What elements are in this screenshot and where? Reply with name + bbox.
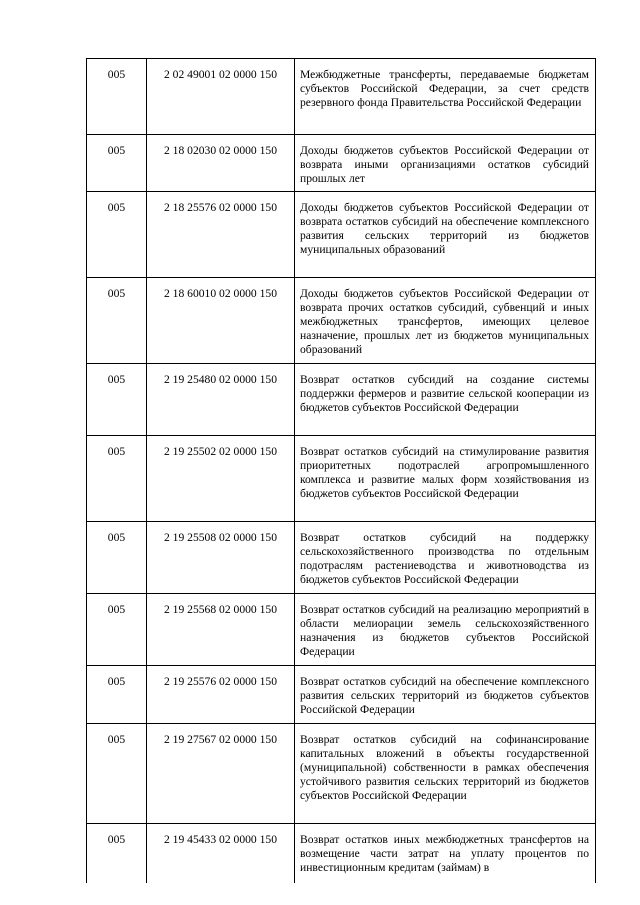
admin-code-cell: 005: [87, 823, 147, 883]
admin-code-cell: 005: [87, 665, 147, 723]
admin-code-cell: 005: [87, 593, 147, 665]
admin-code-cell: 005: [87, 59, 147, 135]
description-cell: Доходы бюджетов субъектов Российской Федерации от возврата иными организациями остатков субсидий прошлых лет: [295, 135, 596, 192]
budget-code-cell: 2 19 25508 02 0000 150: [147, 521, 295, 593]
budget-code-cell: 2 18 25576 02 0000 150: [147, 191, 295, 277]
description-cell: Доходы бюджетов субъектов Российской Федерации от возврата остатков субсидий на обеспечение комплексного развития сельских территорий из бюджетов муниципальных образований: [295, 191, 596, 277]
description-cell: Межбюджетные трансферты, передаваемые бюджетам субъектов Российской Федерации, за счет средств резервного фонда Правительства Российской Федерации: [295, 59, 596, 135]
table-row: [87, 59, 596, 135]
description-cell: Возврат остатков субсидий на поддержку сельскохозяйственного производства по отдельным подотраслям растениеводства и животноводства из бюджетов субъектов Российской Федерации: [295, 521, 596, 593]
table-row: [87, 723, 596, 823]
admin-code-cell: 005: [87, 521, 147, 593]
admin-code-cell: 005: [87, 135, 147, 192]
budget-code-cell: 2 19 25480 02 0000 150: [147, 363, 295, 435]
table-row: [87, 363, 596, 435]
admin-code-cell: 005: [87, 363, 147, 435]
admin-code-cell: 005: [87, 277, 147, 363]
budget-code-cell: 2 19 25568 02 0000 150: [147, 593, 295, 665]
budget-code-cell: 2 19 27567 02 0000 150: [147, 723, 295, 823]
table-row: [87, 823, 596, 883]
description-cell: Возврат остатков субсидий на софинансирование капитальных вложений в объекты государственной (муниципальной) собственности в рамках обеспечения устойчивого развития сельских территорий из бюджетов субъектов Российской Федерации: [295, 723, 596, 823]
admin-code-cell: 005: [87, 723, 147, 823]
table-row: [87, 435, 596, 521]
budget-classification-table: [86, 58, 596, 883]
admin-code-cell: 005: [87, 435, 147, 521]
table-row: [87, 521, 596, 593]
budget-code-cell: 2 19 25502 02 0000 150: [147, 435, 295, 521]
budget-code-cell: 2 18 02030 02 0000 150: [147, 135, 295, 192]
budget-code-cell: 2 18 60010 02 0000 150: [147, 277, 295, 363]
description-cell: Возврат остатков субсидий на создание системы поддержки фермеров и развитие сельской кооперации из бюджетов субъектов Российской Федерации: [295, 363, 596, 435]
budget-code-cell: 2 19 25576 02 0000 150: [147, 665, 295, 723]
table-row: [87, 593, 596, 665]
budget-code-cell: 2 19 45433 02 0000 150: [147, 823, 295, 883]
description-cell: Возврат остатков субсидий на стимулирование развития приоритетных подотраслей агропромышленного комплекса и развитие малых форм хозяйствования из бюджетов субъектов Российской Федерации: [295, 435, 596, 521]
table-row: [87, 191, 596, 277]
budget-code-cell: 2 02 49001 02 0000 150: [147, 59, 295, 135]
description-cell: Возврат остатков иных межбюджетных трансфертов на возмещение части затрат на уплату процентов по инвестиционным кредитам (займам) в: [295, 823, 596, 883]
table-row: [87, 277, 596, 363]
description-cell: Возврат остатков субсидий на реализацию мероприятий в области мелиорации земель сельскохозяйственного назначения из бюджетов субъектов Российской Федерации: [295, 593, 596, 665]
description-cell: Доходы бюджетов субъектов Российской Федерации от возврата прочих остатков субсидий, субвенций и иных межбюджетных трансфертов, имеющих целевое назначение, прошлых лет из бюджетов муниципальных образований: [295, 277, 596, 363]
table-row: [87, 665, 596, 723]
description-cell: Возврат остатков субсидий на обеспечение комплексного развития сельских территорий из бюджетов субъектов Российской Федерации: [295, 665, 596, 723]
admin-code-cell: 005: [87, 191, 147, 277]
table-row: [87, 135, 596, 192]
